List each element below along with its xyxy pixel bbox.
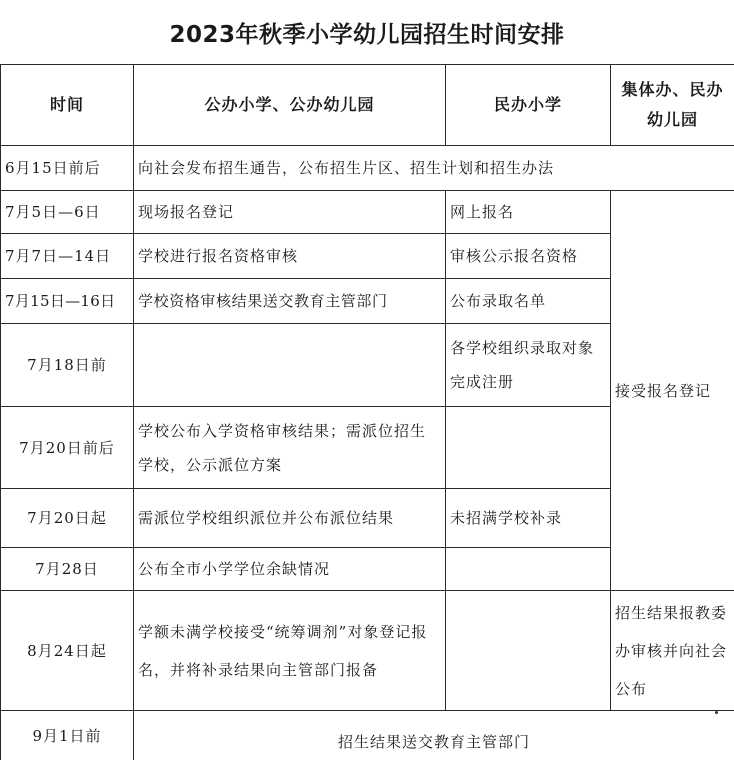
row-public: 学校公布入学资格审核结果；需派位招生学校，公示派位方案 <box>138 421 427 474</box>
row-private: 各学校组织录取对象完成注册 <box>450 339 595 391</box>
row-public: 学额未满学校接受“统筹调剂”对象登记报名，并将补录结果向主管部门报备 <box>138 622 428 679</box>
page-title: 2023年秋季小学幼儿园招生时间安排 <box>169 21 565 48</box>
row-time: 7月28日 <box>35 560 99 578</box>
row-public <box>134 324 445 406</box>
row-private: 公布录取名单 <box>450 292 547 310</box>
header-public: 公办小学、公办幼儿园 <box>204 95 375 114</box>
row-time: 7月20日起 <box>27 509 107 527</box>
row-time: 7月15日—16日 <box>5 292 116 310</box>
row-time: 8月24日起 <box>27 641 107 660</box>
row-merged: 招生结果送交教育主管部门 <box>337 732 530 751</box>
collective-merged: 接受报名登记 <box>615 381 712 400</box>
row-private: 审核公示报名资格 <box>450 247 579 265</box>
header-collective: 集体办、民办幼儿园 <box>621 80 724 129</box>
row-private <box>446 407 610 488</box>
row-public: 公布全市小学学位余缺情况 <box>138 560 331 578</box>
row-time: 7月20日前后 <box>19 438 115 457</box>
row-time: 6月15日前后 <box>5 159 101 177</box>
row-public: 学校进行报名资格审核 <box>138 247 299 265</box>
row-time: 7月5日—6日 <box>5 203 101 221</box>
row-private: 网上报名 <box>450 203 515 221</box>
row-private: 未招满学校补录 <box>450 509 563 527</box>
row-public: 学校资格审核结果送交教育主管部门 <box>138 292 388 310</box>
row-merged: 向社会发布招生通告，公布招生片区、招生计划和招生办法 <box>138 159 555 177</box>
header-time: 时间 <box>49 95 84 114</box>
row-time: 7月18日前 <box>27 356 107 374</box>
row-public: 需派位学校组织派位并公布派位结果 <box>138 509 395 527</box>
row-time: 7月7日—14日 <box>5 247 112 265</box>
row-public: 现场报名登记 <box>138 203 235 221</box>
row-private <box>446 591 610 710</box>
header-private: 民办小学 <box>493 95 562 114</box>
row-time: 9月1日前 <box>32 726 102 745</box>
row-collective: 招生结果报教委办审核并向社会公布 <box>615 603 728 698</box>
